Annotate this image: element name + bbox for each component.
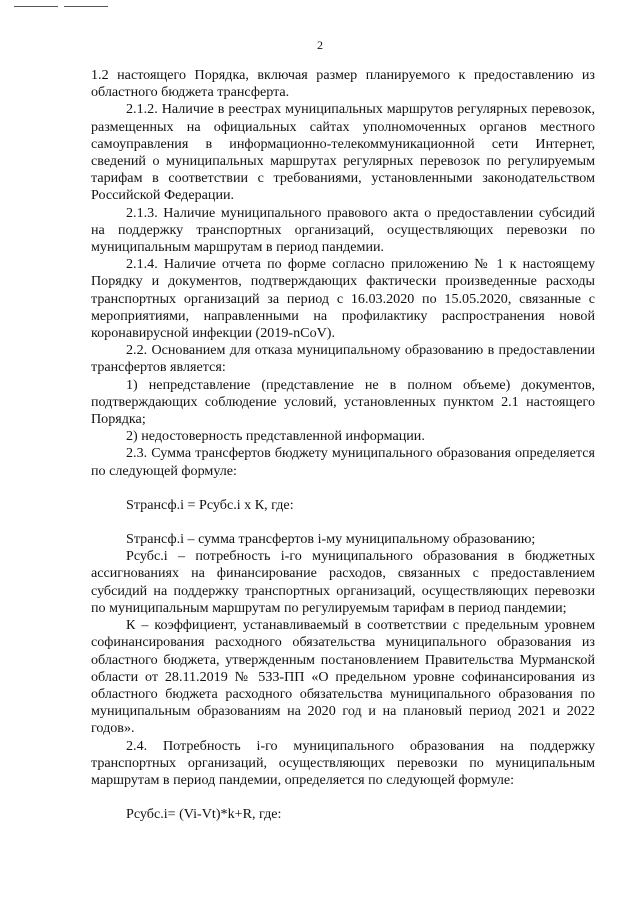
definition-k-coefficient: К – коэффициент, устанавливаемый в соответствии с предельным уровнем софинансирования расходного обязательства муниципального образования из областного бюджета, утвержденным постановлением Правительства Мурманской области от 28.11.2019 № 533-ПП «О предельном уровне софинансирования из областного бюджета расходного обязательства муниципального образования по муниципальным образованиям на 2020 год и на плановый период 2021 и 2022 годов».	[91, 617, 595, 737]
formula-transfer: Sтрансф.i = Pсубс.i х К, где:	[126, 496, 294, 513]
list-item-1: 1) непредставление (представление не в полном объеме) документов, подтверждающих соблюдение условий, установленных пунктом 2.1 настоящего Порядка;	[91, 376, 595, 428]
header-rule-right	[64, 6, 108, 7]
definition-p-subsidy: Pсубс.i – потребность i-го муниципального образования в бюджетных ассигнованиях на финансирование расходов, связанных с предоставлением субсидий на поддержку транспортных организаций, осуществляющих перевозки по муниципальным маршрутам по регулируемым тарифам в период пандемии;	[91, 548, 595, 616]
paragraph-2-3: 2.3. Сумма трансфертов бюджету муниципального образования определяется по следующей формуле:	[91, 445, 595, 479]
header-rule-left	[14, 6, 58, 7]
paragraph-2-1-2: 2.1.2. Наличие в реестрах муниципальных маршрутов регулярных перевозок, размещенных на официальных сайтах уполномоченных органов местного самоуправления в информационно-телекоммуникационной сети Интернет, сведений о муниципальных маршрутах регулярных перевозок по регулируемым тарифам в соответствии с требованиями, установленными законодательством Российской Федерации.	[91, 101, 595, 204]
paragraph-2-1-4: 2.1.4. Наличие отчета по форме согласно приложению № 1 к настоящему Порядку и документов, подтверждающих фактически произведенные расходы транспортных организаций за период с 16.03.2020 по 15.05.2020, связанные с мероприятиями, направленными на профилактику распространения новой коронавирусной инфекции (2019-nCoV).	[91, 256, 595, 342]
definition-s-transfer: Sтрансф.i – сумма трансфертов i-му муниципальному образованию;	[126, 531, 536, 548]
document-body	[91, 67, 595, 823]
paragraph-2-1-3: 2.1.3. Наличие муниципального правового акта о предоставлении субсидий на поддержку транспортных организаций, осуществляющих перевозки по муниципальным маршрутам в период пандемии.	[91, 204, 595, 256]
page-number: 2	[317, 38, 323, 52]
list-item-2: 2) недостоверность представленной информации.	[126, 428, 425, 445]
paragraph-2-4: 2.4. Потребность i-го муниципального образования на поддержку транспортных организаций, осуществляющих перевозки по муниципальным маршрутам в период пандемии, определяется по следующей формуле:	[91, 737, 595, 788]
paragraph-2-2: 2.2. Основанием для отказа муниципальному образованию в предоставлении трансфертов является:	[91, 342, 595, 376]
formula-subsidy: Pсубс.i= (Vi-Vt)*k+R, где:	[126, 806, 282, 823]
paragraph-continuation: 1.2 настоящего Порядка, включая размер планируемого к предоставлению из областного бюджета трансферта.	[91, 67, 595, 101]
